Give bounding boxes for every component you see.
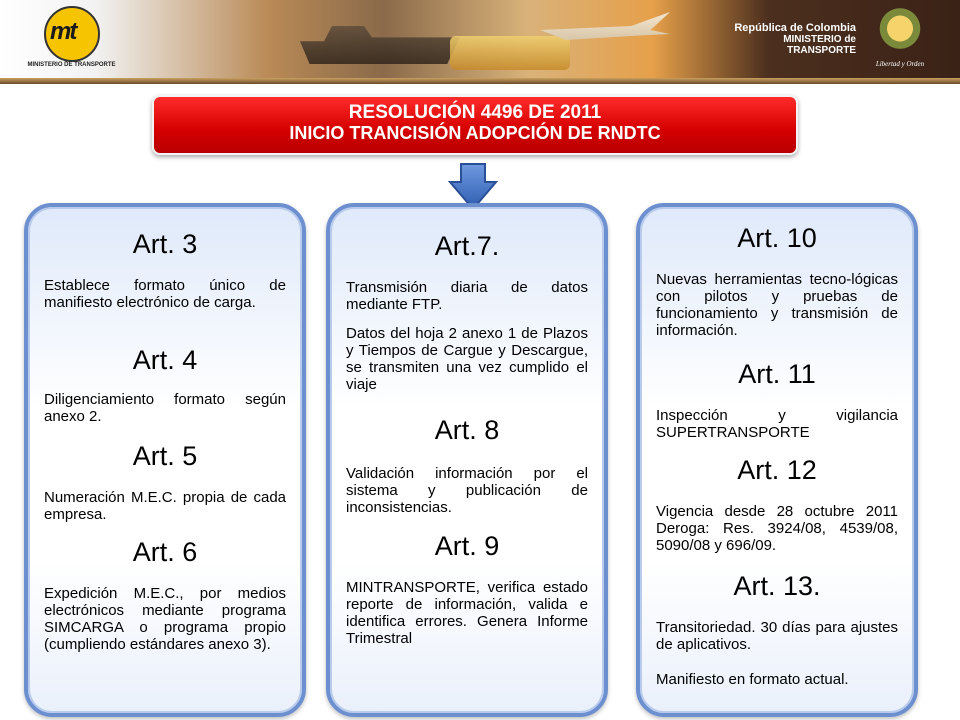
resolution-title-box — [152, 95, 798, 155]
government-title — [714, 22, 856, 56]
article-heading: Art. 8 — [434, 415, 500, 445]
article-heading: Art. 3 — [132, 229, 198, 259]
article-heading: Art. 4 — [132, 345, 198, 375]
article-heading: Art. 9 — [434, 531, 500, 561]
article-heading: Art.7. — [434, 231, 500, 261]
article-text: Validación información por el sistema y publicación de inconsistencias. — [346, 465, 588, 516]
article-text: Nuevas herramientas tecno-lógicas con pilotos y pruebas de funcionamiento y transmisión de información. — [656, 271, 898, 339]
header-banner — [0, 0, 960, 82]
articles-column-2 — [326, 203, 608, 717]
logo-text: MINISTERIO DE TRANSPORTE — [27, 62, 116, 68]
articles-column-3 — [636, 203, 918, 717]
article-heading: Art. 5 — [132, 441, 198, 471]
ship-image — [300, 26, 460, 64]
gov-line1: República de Colombia — [734, 22, 856, 34]
articles-column-1 — [24, 203, 306, 717]
article-text: Manifiesto en formato actual. — [656, 671, 849, 688]
gov-line2: MINISTERIO de TRANSPORTE — [783, 34, 856, 56]
article-heading: Art. 12 — [737, 455, 817, 485]
article-text: Datos del hoja 2 anexo 1 de Plazos y Tiempos de Cargue y Descargue, se transmiten una vez cumplido el viaje — [346, 325, 588, 393]
logo-mark-icon: mt — [50, 18, 76, 45]
article-text: Transitoriedad. 30 días para ajustes de aplicativos. — [656, 619, 898, 653]
article-text: Transmisión diaria de datos mediante FTP. — [346, 279, 588, 313]
article-heading: Art. 6 — [132, 537, 198, 567]
article-text: Diligenciamiento formato según anexo 2. — [44, 391, 286, 425]
title-line1: RESOLUCIÓN 4496 DE 2011 — [348, 102, 602, 123]
coat-of-arms-icon — [876, 6, 924, 56]
header-divider — [0, 78, 960, 84]
transport-scene-image — [290, 6, 690, 78]
article-heading: Art. 11 — [738, 359, 816, 389]
article-text: Inspección y vigilancia SUPERTRANSPORTE — [656, 407, 898, 441]
article-heading: Art. 10 — [737, 223, 817, 253]
title-line2: INICIO TRANCISIÓN ADOPCIÓN DE RNDTC — [289, 123, 661, 143]
article-text: MINTRANSPORTE, verifica estado reporte de información, valida e identifica errores. Genera Informe Trimestral — [346, 579, 588, 647]
bus-image — [450, 36, 570, 70]
article-text: Vigencia desde 28 octubre 2011 Deroga: Res. 3924/08, 4539/08, 5090/08 y 696/09. — [656, 503, 898, 554]
ministry-logo — [14, 4, 129, 74]
motto-text: Libertad y Orden — [875, 60, 925, 68]
article-text: Establece formato único de manifiesto electrónico de carga. — [44, 277, 286, 311]
article-text: Numeración M.E.C. propia de cada empresa. — [44, 489, 286, 523]
article-heading: Art. 13. — [733, 571, 821, 601]
article-text: Expedición M.E.C., por medios electrónicos mediante programa SIMCARGA o programa propio (cumpliendo estándares anexo 3). — [44, 585, 286, 653]
